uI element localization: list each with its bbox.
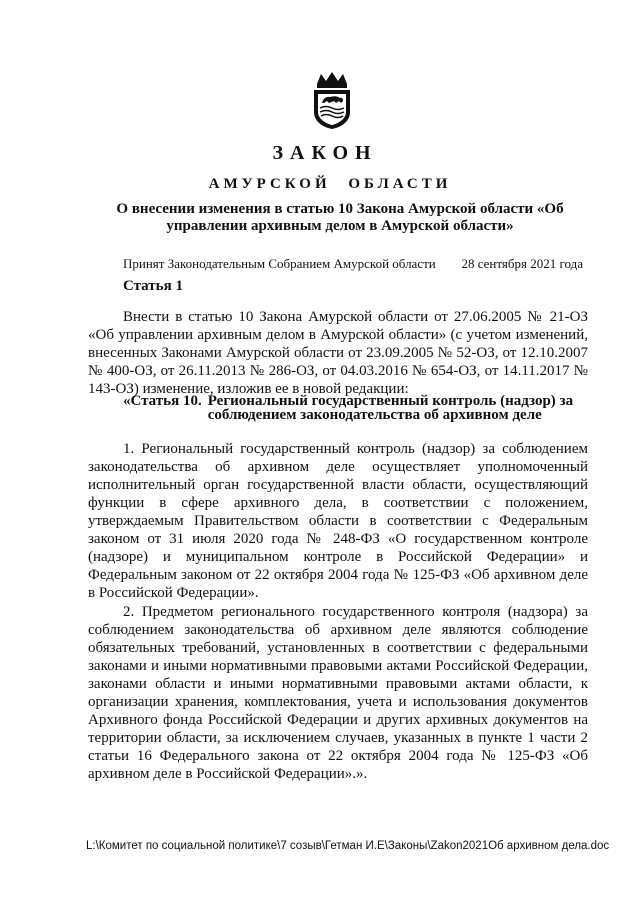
- article-intro-paragraph: Внести в статью 10 Закона Амурской области от 27.06.2005 № 21-ОЗ «Об управлении архивным делом в Амурской области» (с учетом изменений, внесенных Законами Амурской области от 23.09.2005 № 52-ОЗ, от 12.10.2007 № 400-ОЗ, от 26.11.2013 № 286-ОЗ, от 04.03.2016 № 654-ОЗ, от 14.11.2017 № 143-ОЗ) изменение, изложив ее в новой редакции:: [88, 309, 588, 397]
- new-article-title: Региональный государственный контроль (надзор) за соблюдением законодательства об архивном деле: [207, 393, 574, 423]
- file-path-footer: L:\Комитет по социальной политике\7 созыв\Гетман И.Е\Законы\Zakon2021Об архивном дела.doc: [86, 840, 610, 852]
- region-heading: АМУРСКОЙ ОБЛАСТИ: [208, 176, 452, 192]
- paragraph-1: 1. Региональный государственный контроль (надзор) за соблюдением законодательства об архивном деле осуществляет уполномоченный исполнительный орган государственной власти области, осуществляющий функции в сфере архивного дела, в соответствии с положением, утверждаемым Правительством области в соответствии с Федеральным законом от 31 июля 2020 года № 248-ФЗ «О государственном контроле (надзоре) и муниципальном контроле в Российской Федерации» и Федеральным законом от 22 октября 2004 года № 125-ФЗ «Об архивном деле в Российской Федерации».: [88, 441, 588, 601]
- paragraph-2: 2. Предметом регионального государственного контроля (надзора) за соблюдением законодательства об архивном деле являются соблюдение обязательных требований, установленных в соответствии с федеральными законами и иными нормативными правовыми актами Российской Федерации, законами области и иными нормативными правовыми актами области, к организации хранения, комплектования, учета и использования документов Архивного фонда Российской Федерации и других архивных документов на территории области, за исключением случаев, указанных в пункте 1 части 2 статьи 16 Федерального закона от 22 октября 2004 года № 125-ФЗ «Об архивном деле в Российской Федерации».».: [88, 604, 588, 782]
- adoption-date: 28 сентября 2021 года: [461, 256, 583, 271]
- article-label: Статья 1: [123, 278, 183, 294]
- adoption-text: Принят Законодательным Собранием Амурской области: [123, 256, 436, 271]
- new-article-heading: [123, 394, 593, 422]
- coat-of-arms-icon: [309, 70, 355, 130]
- law-heading: ЗАКОН: [272, 142, 378, 164]
- document-title: О внесении изменения в статью 10 Закона Амурской области «Об управлении архивным делом в Амурской области»: [116, 201, 564, 234]
- new-article-number: «Статья 10.: [123, 393, 202, 409]
